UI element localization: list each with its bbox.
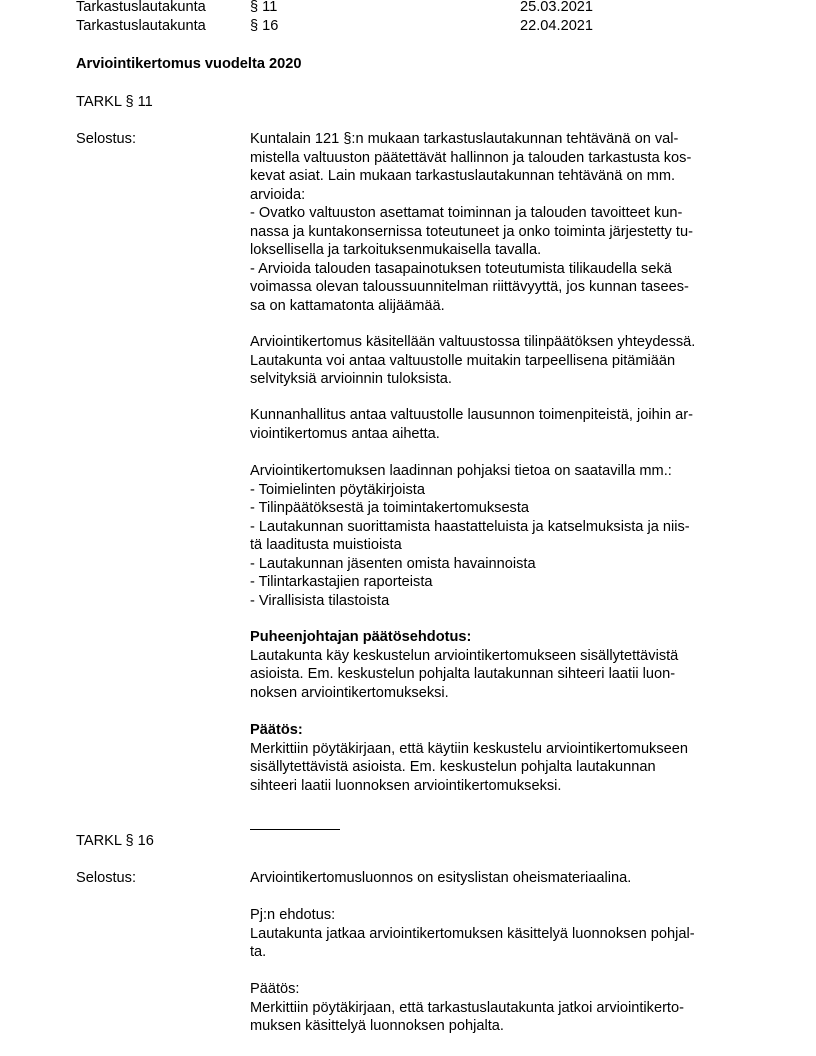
item2-decision-line: Merkittiin pöytäkirjaan, että tarkastuslautakunta jatkoi arviointikerto-	[250, 999, 684, 1016]
item1-p1-line: - Arvioida talouden tasapainotuksen toteutumista tilikaudella sekä	[250, 260, 672, 277]
item2-ref: TARKL § 16	[76, 833, 154, 849]
item1-p2-line: Arviointikertomus käsitellään valtuustossa tilinpäätöksen yhteydessä.	[250, 334, 696, 350]
item1-proposal-line: Lautakunta käy keskustelun arviointikertomukseen sisällytettävistä	[250, 647, 679, 664]
item1-decision-line: Merkittiin pöytäkirjaan, että käytiin keskustelu arviointikertomukseen	[250, 740, 689, 757]
header-date-2: 22.04.2021	[520, 18, 594, 34]
item2-decision-line: muksen käsittelyä luonnoksen pohjalta.	[250, 1018, 504, 1034]
item2-proposal-line: ta.	[250, 944, 267, 960]
item1-p4-line: - Virallisista tilastoista	[250, 592, 390, 609]
item1-decision-line: sihteeri laatii luonnoksen arviointikertomukseksi.	[250, 777, 562, 794]
item1-p4-line: - Lautakunnan jäsenten omista havainnoista	[250, 555, 536, 572]
item1-ref: TARKL § 11	[76, 94, 153, 110]
header-body-2: Tarkastuslautakunta	[76, 18, 206, 34]
item2-label: Selostus:	[76, 870, 137, 886]
item1-p3-line: viointikertomus antaa aihetta.	[250, 425, 440, 442]
item2-proposal-line: Lautakunta jatkaa arviointikertomuksen käsittelyä luonnoksen pohjal-	[250, 925, 695, 942]
item1-p4-line: - Tilinpäätöksestä ja toimintakertomuksesta	[250, 500, 530, 516]
item1-p1-line: mistella valtuuston päätettävät hallinnon ja talouden tarkastusta kos-	[250, 149, 692, 166]
item1-p1-line: sa on kattamatonta alijäämää.	[250, 297, 445, 314]
header-date-1: 25.03.2021	[520, 0, 594, 15]
item1-p1-line: - Ovatko valtuuston asettamat toiminnan ja talouden tavoitteet kun-	[250, 205, 683, 221]
section-divider	[250, 829, 340, 830]
item1-label: Selostus:	[76, 131, 137, 147]
item2-p1-line: Arviointikertomusluonnos on esityslistan oheismateriaalina.	[250, 870, 632, 886]
document-title: Arviointikertomus vuodelta 2020	[76, 56, 302, 72]
header-section-1: § 11	[250, 0, 278, 15]
item1-p4-line: - Tilintarkastajien raporteista	[250, 574, 433, 590]
item1-proposal-line: noksen arviointikertomukseksi.	[250, 684, 449, 701]
item1-p1-line: nassa ja kuntakonsernissa toteutuneet ja onko toiminta järjestetty tu-	[250, 223, 693, 240]
item1-p1-line: loksellisella ja tarkoituksenmukaisella tavalla.	[250, 242, 542, 258]
item1-p1-line: Kuntalain 121 §:n mukaan tarkastuslautakunnan tehtävänä on val-	[250, 131, 679, 147]
item1-p4-line: - Toimielinten pöytäkirjoista	[250, 481, 425, 498]
item1-proposal-line: asioista. Em. keskustelun pohjalta lautakunnan sihteeri laatii luon-	[250, 666, 676, 682]
item1-p2-line: Lautakunta voi antaa valtuustolle muitakin tarpeellisena pitämiään	[250, 352, 676, 369]
item1-decision-line: sisällytettävistä asioista. Em. keskustelun pohjalta lautakunnan	[250, 759, 656, 775]
item1-p1-line: kevat asiat. Lain mukaan tarkastuslautakunnan tehtävänä on mm.	[250, 168, 676, 184]
item2-decision-heading: Päätös:	[250, 981, 300, 997]
item1-p4-line: Arviointikertomuksen laadinnan pohjaksi tietoa on saatavilla mm.:	[250, 463, 672, 479]
item1-p1-line: arvioida:	[250, 186, 306, 203]
item2-proposal-heading: Pj:n ehdotus:	[250, 907, 336, 923]
item1-decision-heading: Päätös:	[250, 722, 303, 738]
item1-p4-line: - Lautakunnan suorittamista haastatteluista ja katselmuksista ja niis-	[250, 518, 690, 535]
item1-p4-line: tä laaditusta muistioista	[250, 537, 402, 553]
item1-p2-line: selvityksiä arvioinnin tuloksista.	[250, 371, 452, 387]
header-body-1: Tarkastuslautakunta	[76, 0, 206, 15]
header-section-2: § 16	[250, 18, 279, 34]
item1-p1-line: voimassa olevan taloussuunnitelman riittävyyttä, jos kunnan tasees-	[250, 279, 689, 295]
item1-p3-line: Kunnanhallitus antaa valtuustolle lausunnon toimenpiteistä, joihin ar-	[250, 407, 693, 423]
item1-proposal-heading: Puheenjohtajan päätösehdotus:	[250, 629, 472, 645]
